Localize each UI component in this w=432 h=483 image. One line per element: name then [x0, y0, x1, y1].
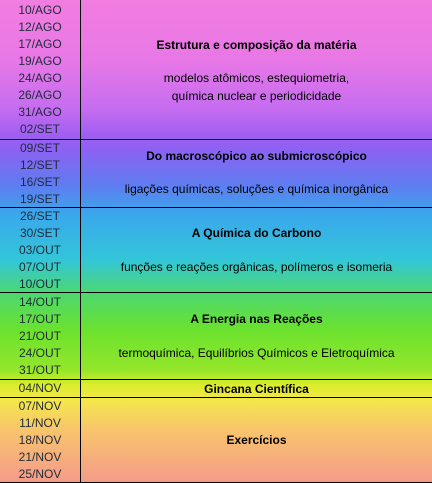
block-title: Estrutura e composição da matéria [156, 38, 357, 52]
date-cell: 19/AGO [18, 54, 62, 68]
block-title: A Química do Carbono [191, 226, 322, 240]
date-cell: 26/SET [19, 209, 61, 223]
date-cell: 24/AGO [18, 71, 62, 85]
date-cell: 09/SET [19, 141, 61, 155]
date-cell: 31/AGO [18, 105, 62, 119]
block-title: Do macroscópico ao submicroscópico [146, 149, 367, 163]
date-cell: 17/AGO [18, 37, 62, 51]
date-cell: 10/AGO [18, 3, 62, 17]
date-cell: 18/NOV [18, 433, 62, 447]
date-cell: 03/OUT [18, 243, 61, 257]
date-cell: 17/OUT [18, 312, 61, 326]
date-cell: 04/NOV [18, 381, 62, 395]
date-cell: 02/SET [19, 122, 61, 136]
block-description: termoquímica, Equilíbrios Químicos e Eletroquímica [118, 346, 395, 360]
block-description: ligações químicas, soluções e química inorgânica [124, 182, 389, 196]
date-cell: 14/OUT [18, 295, 61, 309]
block-description: funções e reações orgânicas, polímeros e isomeria [120, 260, 393, 274]
date-cell: 21/NOV [18, 450, 62, 464]
block-title: Exercícios [226, 433, 287, 447]
block-description: modelos atômicos, estequiometria, [163, 71, 350, 85]
date-cell: 30/SET [19, 226, 61, 240]
date-cell: 16/SET [19, 175, 61, 189]
date-cell: 31/OUT [18, 363, 61, 377]
date-cell: 12/AGO [18, 20, 62, 34]
date-cell: 21/OUT [18, 329, 61, 343]
date-cell: 26/AGO [18, 88, 62, 102]
date-cell: 07/OUT [18, 260, 61, 274]
block-description: química nuclear e periodicidade [171, 89, 342, 103]
date-cell: 25/NOV [18, 467, 62, 481]
date-cell: 24/OUT [18, 346, 61, 360]
date-cell: 10/OUT [18, 277, 61, 291]
date-cell: 19/SET [19, 192, 61, 206]
date-cell: 07/NOV [18, 399, 62, 413]
block-title: Gincana Científica [204, 382, 309, 396]
block-title: A Energia nas Reações [190, 312, 323, 326]
date-cell: 11/NOV [19, 416, 61, 430]
date-cell: 12/SET [19, 158, 61, 172]
